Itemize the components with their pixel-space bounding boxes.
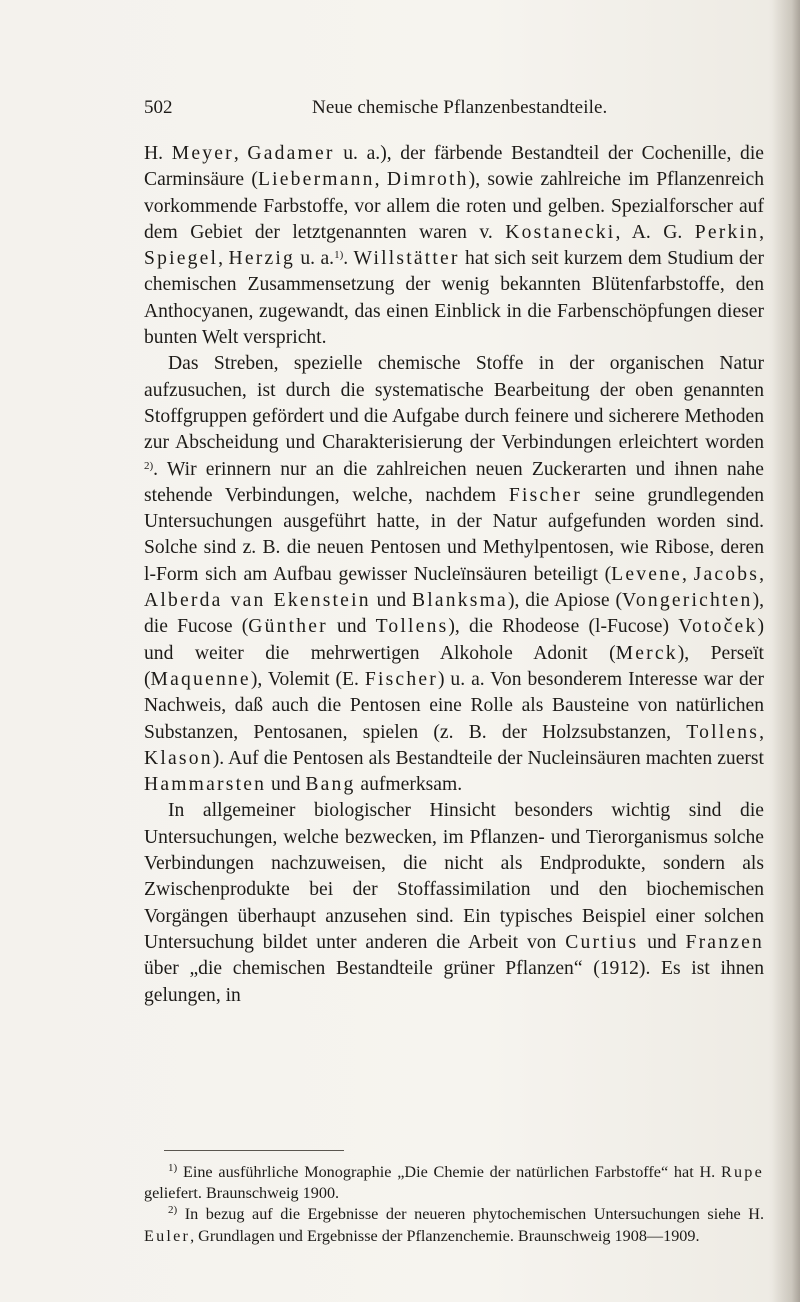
text-run: u. a.), der färbende Bestandteil der Cochenille, die Carminsäure ( [144, 143, 764, 191]
footnote-marker: 1) [168, 1162, 178, 1174]
spaced-name: Merck [615, 642, 678, 664]
text-run: geliefert. Braunschweig 1900. [144, 1184, 340, 1203]
text-run: . Wir erinnern nur an die zahlreichen neuen Zuckerarten und ihnen nahe stehende Verbindungen, welche, nachdem [144, 458, 764, 506]
text-run: ) und weiter die mehrwertigen Alkohole Adonit ( [144, 616, 764, 664]
spaced-name: Gadamer [247, 143, 335, 164]
text-run: , [218, 248, 229, 270]
text-run: , [759, 563, 765, 585]
spaced-name: Euler [144, 1226, 191, 1245]
text-run: hat sich seit kurzem dem Studium der chemischen Zusammensetzung der wenig bekannten Blütenfarbstoffe, den Anthocyanen, zugewandt, das einen Einblick in die Farbenschöpfungen dieser bunten Welt verspricht. [144, 248, 765, 349]
text-run: ), Volemit (E. [250, 668, 365, 690]
body-text [144, 141, 764, 1009]
spaced-name: Votoček [678, 616, 758, 638]
spaced-name: Jacobs [693, 563, 760, 585]
page-header [144, 97, 764, 123]
footnote-marker: 1) [334, 249, 344, 262]
text-run: ), Perseït ( [144, 642, 764, 690]
footnote-divider [164, 1150, 344, 1151]
text-run: Das Streben, spezielle chemische Stoffe in der organischen Natur aufzusuchen, ist durch die systematische Bearbeitung der oben genannten Stoffgruppen gefördert und die Aufgabe durch feinere und sicherere Methoden zur Abscheidung und Charakterisierung der Verbindungen erleichtert worden [144, 353, 764, 454]
spaced-name: Günther [248, 616, 328, 638]
text-run: ), die Rhodeose (l-Fucose) [448, 616, 679, 638]
spaced-name: Perkin [694, 221, 760, 243]
text-run: ) u. a. Von besonderem Interesse war der Nachweis, daß auch die Pentosen eine Rolle als Bausteine von natürlichen Substanzen, Pentosanen, spielen (z. B. der Holzsubstanzen, [144, 668, 764, 743]
spaced-name: Franzen [685, 931, 764, 953]
spaced-name: Maquenne [150, 668, 251, 690]
footnote-1 [144, 1162, 764, 1204]
text-run: , [759, 721, 764, 743]
footnote-marker: 2) [168, 1204, 178, 1217]
paragraph-3 [144, 798, 764, 1008]
text-run: , [682, 563, 694, 585]
spaced-name: Willstätter [353, 248, 460, 270]
text-run: In bezug auf die Ergebnisse der neueren phytochemischen Untersuchungen siehe H. [177, 1205, 764, 1224]
spaced-name: Rupe [721, 1163, 764, 1181]
page-number: 502 [144, 97, 173, 118]
running-title: Neue chemische Pflanzenbestandteile. [312, 97, 608, 118]
spaced-name: Dimroth [386, 169, 469, 191]
text-run: In allgemeiner biologischer Hinsicht besonders wichtig sind die Untersuchungen, welche bezwecken, im Pflanzen- und Tierorganismus solche Verbindungen nachzuweisen, die nicht als Endprodukte, sondern als Zwischenprodukte bei der Stoffassimilation und den biochemischen Vorgängen überhaupt anzusehen sind. Ein typisches Beispiel einer solchen Untersuchung bildet unter anderen die Arbeit von [144, 800, 764, 953]
spaced-name: Fischer [508, 484, 582, 506]
text-run: und [370, 590, 412, 612]
text-run: Eine ausführliche Monographie „Die Chemie der natürlichen Farbstoffe“ hat H. [177, 1163, 722, 1181]
text-run: ), sowie zahlreiche im Pflanzenreich vorkommende Farbstoffe, vor allem die roten und gelben. Spezialforscher auf dem Gebiet der letztgenannten waren v. [144, 169, 764, 243]
page-edge-shadow [772, 0, 800, 1302]
spaced-name: Kostanecki [505, 221, 616, 243]
text-run: und [638, 931, 686, 953]
spaced-name: Curtius [565, 931, 639, 953]
text-run: , [759, 221, 764, 243]
spaced-name: Klason [144, 747, 213, 769]
spaced-name: Fischer [364, 668, 438, 690]
text-run: ). Auf die Pentosen als Bestandteile der Nucleinsäuren machten zuerst [212, 747, 764, 769]
text-run: aufmerksam. [355, 774, 463, 796]
text-run: u. a. [294, 248, 335, 270]
spaced-name: Blanksma [411, 590, 508, 612]
text-run: über „die chemischen Bestandteile grüner Pflanzen“ (1912). Es ist ihnen gelungen, in [144, 958, 764, 1006]
spaced-name: Vongerichten [622, 590, 753, 612]
text-run: und [266, 774, 306, 796]
spaced-name: Tollens [375, 616, 449, 638]
text-run: ), die Fucose ( [144, 590, 764, 638]
text-run: seine grundlegenden Untersuchungen ausgeführt hatte, in der Natur aufgefunden worden sind. Solche sind z. B. die neuen Pentosen und Methylpentosen, wie Ribose, deren l-Form sich am Aufbau gewisser Nucleïnsäuren beteiligt ( [144, 484, 764, 585]
spaced-name: Tollens [686, 721, 760, 743]
spaced-name: Alberda van Ekenstein [144, 590, 371, 612]
spaced-name: Bang [305, 774, 356, 796]
text-run: , Grundlagen und Ergebnisse der Pflanzenchemie. Braunschweig 1908—1909. [190, 1226, 700, 1245]
footnote-2 [144, 1204, 764, 1246]
text-run: und [327, 616, 376, 638]
spaced-name: Herzig [228, 248, 295, 270]
footnote-marker: 2) [144, 459, 154, 472]
spaced-name: Meyer [171, 143, 234, 164]
spaced-name: Hammarsten [144, 774, 267, 796]
text-run: , A. G. [615, 221, 695, 243]
footnotes [144, 1162, 764, 1247]
paragraph-1 [144, 141, 764, 351]
text-run: H. [144, 143, 172, 164]
spaced-name: Spiegel [144, 248, 219, 270]
spaced-name: Levene [611, 563, 683, 585]
text-run: ), die Apiose ( [507, 590, 623, 612]
text-run: , [374, 169, 387, 191]
text-run: , [233, 143, 248, 164]
spaced-name: Liebermann [257, 169, 375, 191]
paragraph-2 [144, 351, 764, 798]
text-run: . [343, 248, 354, 270]
